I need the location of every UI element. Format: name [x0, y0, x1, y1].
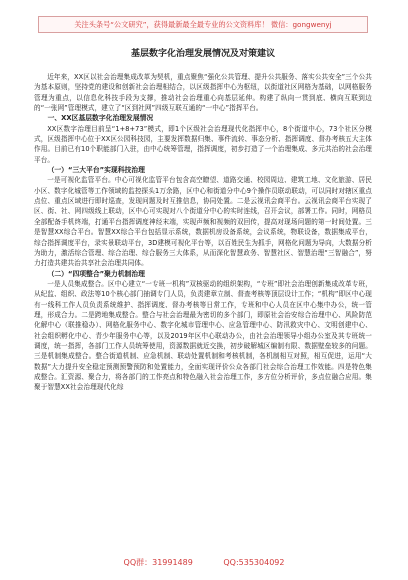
qq-group-text: QQ群：31991489 — [123, 558, 193, 567]
header-banner: 关注头条号“公文研究”，获得最新最全最专业的公文资料库！ 微信：gongwenyj — [38, 16, 368, 33]
intro-paragraph: 近年来，XX区以社会治理集成改革为契机，重点聚焦“强化公共管理、提升公共服务、落实公共安全”三个公共为基本原则，坚持党的建设和创新社会治理相结合，以区级指挥中心为枢纽，以街道社区网格为基础，以网格服务管理为重点，以信息化科技手段为支撑，推动社会治理重心向基层延伸。构建了纵向一贯到底、横向互联到边的“一张网”管理模式，建立了“区到社网”四级互联互通的“一中心”指挥平台。 — [34, 73, 372, 113]
section-paragraph: XX区数字治理目前呈“1+8+73”模式，即1个区级社会治理现代化指挥中心，8个街道中心，73个社区分模式，区级指挥中心位于XX区公园科技园，主要发挥数据归集、事件流转、事态分析、指挥调度、督办考核五大主体作用。目前已有10个职能部门入驻，由中心统筹管理，指挥调度，初步打造了一个治理集成、多元共治的社会治理平台。 — [34, 124, 372, 164]
subsection-paragraph: 一是人员集成整合。区中心建立“一专班一机构”双核驱动的组织架构，“专班”即社会治理创新集成改革专班，从纪监、组织、政法等10个核心部门抽调专门人员，负责建章立制、督查考核等顶层设计工作；“机构”即区中心现有一线科工作人员负责系统维护、指挥调度、督办考核等日常工作，专班和中心人员在区中心集中办公，统一管理，形成合力。二是跨地集成整合。整合与社会治理最为密切的多个部门，即原社会治安综合治理中心、风险防范化解中心（联推稳办）、网格化服务中心、数字化城市管理中心、应急管理中心、防汛救灾中心、文明创建中心、社会组织孵化中心、青少年服务中心等，以及2019年区中心联动办公，由社会治理领导小组办公室及其专班统一调度，统一指挥，各部门工作人员统筹使用，资源数据就近交换，初步破解城区编制有限、数据壁垒较多的问题。三是机制集成整合。整合街道机制、应急机制、联动处置机制和考核机制，各机制相互对照，相互促进，运用“大数据”大力提升安全稳定预测预警预防和处置能力，全面实现评价公众各部门社会综合治理工作效能。四是特色集成整合。汇资源、聚合力，将各部门的工作亮点和特色融入社会治理工作，多方位分析评价，多点位融合应用。集聚于智慧XX社会治理现代化综 — [34, 279, 372, 392]
footer-contacts — [0, 556, 408, 570]
document-title: 基层数字化治理发展情况及对策建议 — [130, 49, 275, 59]
subsection-heading: （二）“四项整合”聚力机制治理 — [47, 269, 145, 278]
section-heading: 一、XX区基层数字化治理发展情况 — [47, 114, 154, 123]
subsection-paragraph: 一是可视化监管平台。中心可视化监管平台包含高空瞭望、道路交通、校园周边、建筑工地、文化旅游、居民小区、数字化城管等工作领域的监控探头1万余路，区中心和街道分中心9个操作员联动联动，可以同时对辖区重点点位、重点区域进行即时巡查，发现问题及时互推信息，协同处置。二是云视讯会商平台。云视讯会商平台实现了区、街、社、网四级线上联动，区中心可实现对八个街道分中心的实时连线，召开会议，部署工作。同时，网格员全部配备手机终端，打通平台指挥调度神经末端，实现声频和视频的双回传，提高对现场问题的第一时间处置。三是智慧XX综合平台。智慧XX综合平台包括显示系统，数据机房设备系统，会议系统，物联设备，数据集成平台，综合指挥调度平台，录实景联动平台，3D建模可视化平台等，以百姓民生为抓手，网格化问题为导向，大数据分析为助力，激活综合管理、综合治理、综合服务三大体系，从而深化智慧政务、智慧社区、智慧治理“三智融合”，努力打造共建共治共享社会治理共同体。 — [34, 176, 372, 268]
document-page — [34, 40, 372, 552]
qq-contact-text: QQ:535304092 — [223, 558, 285, 567]
subsection-heading: （一）“三大平台”实现科技治理 — [47, 166, 145, 175]
